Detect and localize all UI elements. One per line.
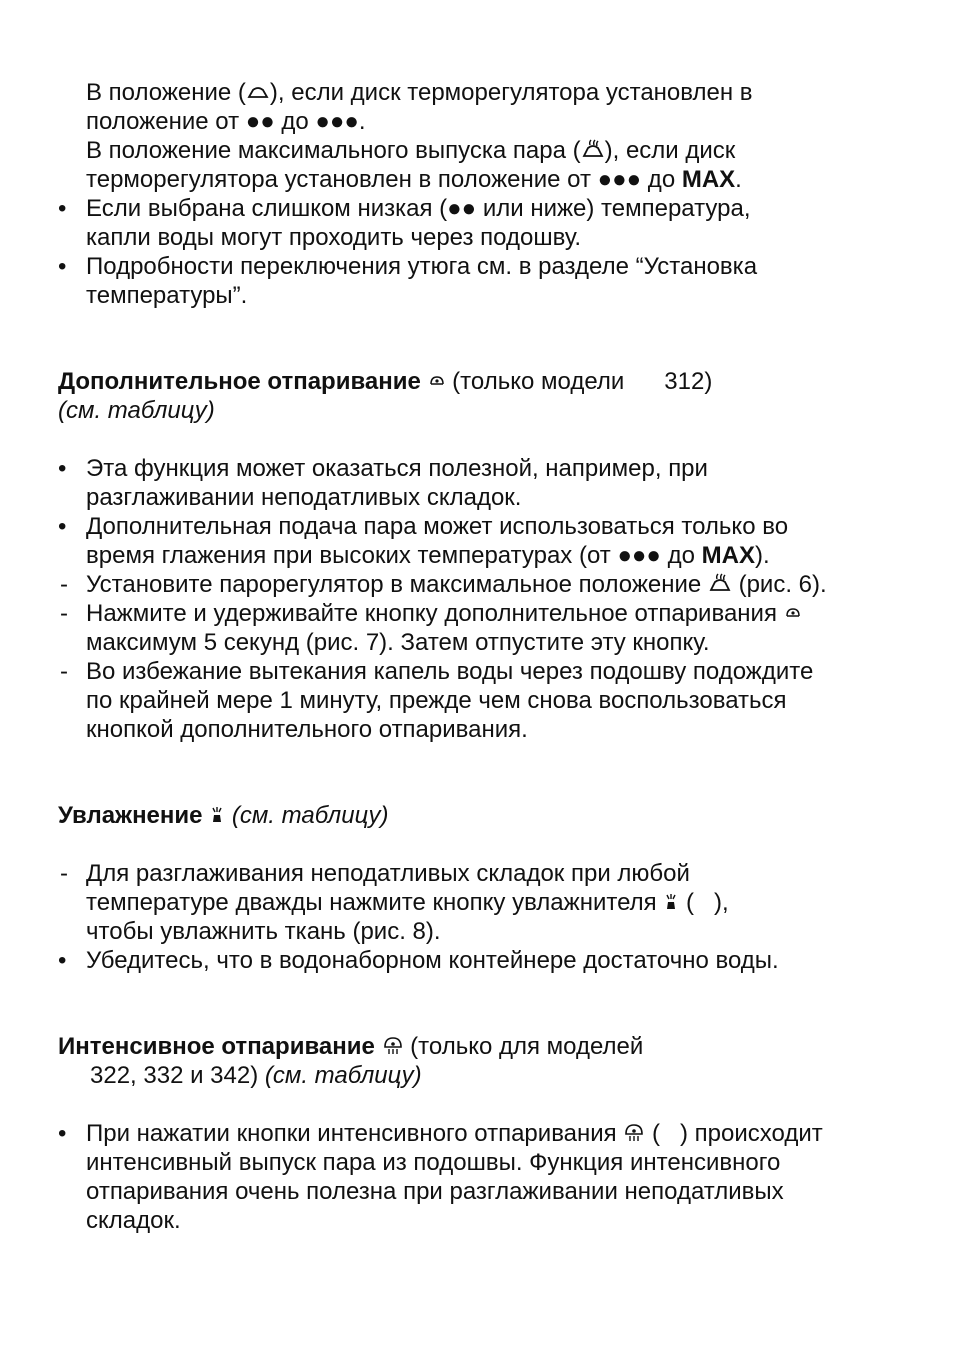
shot-of-steam-icon [382, 1034, 404, 1056]
bullet-marker: • [58, 455, 67, 482]
temp-dots: ●● [245, 108, 275, 135]
intro-text: ), если диск [604, 137, 736, 164]
section-heading-line-2 [90, 1061, 422, 1090]
bullet-line [86, 541, 770, 570]
section-heading-shot-of-steam [58, 1032, 643, 1061]
intro-line-2 [86, 107, 366, 136]
dash-marker: - [60, 571, 68, 598]
bullet-line [86, 194, 750, 223]
intro-text: . [358, 108, 366, 135]
bullet-line: капли воды могут проходить через подошву. [86, 224, 582, 251]
bullet-text: ( ), [679, 889, 729, 916]
steam-low-icon [246, 82, 270, 102]
see-table-note: (см. таблицу) [231, 802, 389, 829]
intro-line-3 [86, 136, 735, 165]
bullet-line [86, 1119, 823, 1148]
bullet-text: или ниже) температура, [476, 195, 751, 222]
bullet-text: Если выбрана слишком низкая ( [86, 195, 448, 222]
bullet-line: по крайней мере 1 минуту, прежде чем снова воспользоваться [86, 687, 787, 714]
spray-icon [663, 892, 679, 912]
bullet-line: Для разглаживания неподатливых складок при любой [86, 860, 690, 887]
bullet-marker: • [58, 1120, 67, 1147]
temp-dots: ●●● [617, 542, 661, 569]
max-label: MAX [701, 542, 755, 569]
spray-icon [209, 805, 225, 825]
bullet-line [86, 599, 802, 628]
section-heading-spray [58, 801, 389, 830]
bullet-text: ( ) происходит [645, 1120, 823, 1147]
see-table-note: (см. таблицу) [264, 1062, 422, 1089]
section-title: Увлажнение [58, 802, 203, 829]
bullet-marker: • [58, 253, 67, 280]
bullet-line [86, 888, 729, 917]
dash-marker: - [60, 860, 68, 887]
model-number: 312) [664, 368, 713, 395]
section-title-suffix: (только для моделей [403, 1033, 644, 1060]
temp-dots: ●● [447, 195, 477, 222]
intro-text: положение от [86, 108, 246, 135]
bullet-line: чтобы увлажнить ткань (рис. 8). [86, 918, 441, 945]
bullet-line: максимум 5 секунд (рис. 7). Затем отпустите эту кнопку. [86, 629, 710, 656]
bullet-text: температуре дважды нажмите кнопку увлажнителя [86, 889, 664, 916]
steam-max-icon [708, 572, 732, 594]
bullet-text: ). [754, 542, 770, 569]
bullet-line: Во избежание вытекания капель воды через подошву подождите [86, 658, 814, 685]
bullet-text: При нажатии кнопки интенсивного отпаривания [86, 1120, 624, 1147]
max-label: MAX [681, 166, 736, 193]
bullet-text: Нажмите и удерживайте кнопку дополнительное отпаривания [86, 600, 784, 627]
section-title-suffix: (только модели [445, 368, 625, 395]
bullet-line: Дополнительная подача пара может использоваться только во [86, 513, 789, 540]
intro-text: до [274, 108, 316, 135]
steam-boost-icon [784, 605, 802, 623]
steam-boost-icon [428, 373, 446, 391]
intro-text: до [641, 166, 682, 193]
bullet-line: Подробности переключения утюга см. в разделе “Установка [86, 253, 758, 280]
dash-marker: - [60, 600, 68, 627]
bullet-text: до [660, 542, 702, 569]
temp-dots: ●●● [597, 166, 642, 193]
model-numbers: 322, 332 и 342) [90, 1062, 265, 1089]
intro-text: В положение максимального выпуска пара ( [86, 137, 581, 164]
intro-text: терморегулятора установлен в положение от [86, 166, 598, 193]
bullet-line: Эта функция может оказаться полезной, например, при [86, 455, 708, 482]
bullet-line: Убедитесь, что в водонаборном контейнере достаточно воды. [86, 947, 779, 974]
intro-line-4 [86, 165, 742, 194]
bullet-marker: • [58, 947, 67, 974]
intro-text: ), если диск терморегулятора установлен в [269, 79, 753, 106]
see-table-note: (см. таблицу) [58, 397, 215, 424]
section-title: Интенсивное отпаривание [58, 1033, 375, 1060]
bullet-line: кнопкой дополнительного отпаривания. [86, 716, 528, 743]
bullet-line: складок. [86, 1207, 181, 1234]
temp-dots: ●●● [315, 108, 359, 135]
section-title: Дополнительное отпаривание [58, 368, 421, 395]
intro-text: . [735, 166, 742, 193]
bullet-text: (рис. 6). [731, 571, 827, 598]
intro-text: В положение ( [86, 79, 246, 106]
bullet-line: интенсивный выпуск пара из подошвы. Функция интенсивного [86, 1149, 781, 1176]
intro-line-1 [86, 78, 753, 107]
bullet-text: Установите парорегулятор в максимальное положение [86, 571, 708, 598]
shot-of-steam-icon [623, 1121, 645, 1143]
bullet-line: разглаживании неподатливых складок. [86, 484, 522, 511]
steam-max-icon [581, 138, 605, 160]
bullet-line [86, 570, 827, 599]
bullet-text: время глажения при высоких температурах (от [86, 542, 618, 569]
bullet-line: температуры”. [86, 282, 248, 309]
bullet-line: отпаривания очень полезна при разглаживании неподатливых [86, 1178, 784, 1205]
bullet-marker: • [58, 513, 67, 540]
section-heading-extra-steam [58, 367, 712, 396]
dash-marker: - [60, 658, 68, 685]
bullet-marker: • [58, 195, 67, 222]
